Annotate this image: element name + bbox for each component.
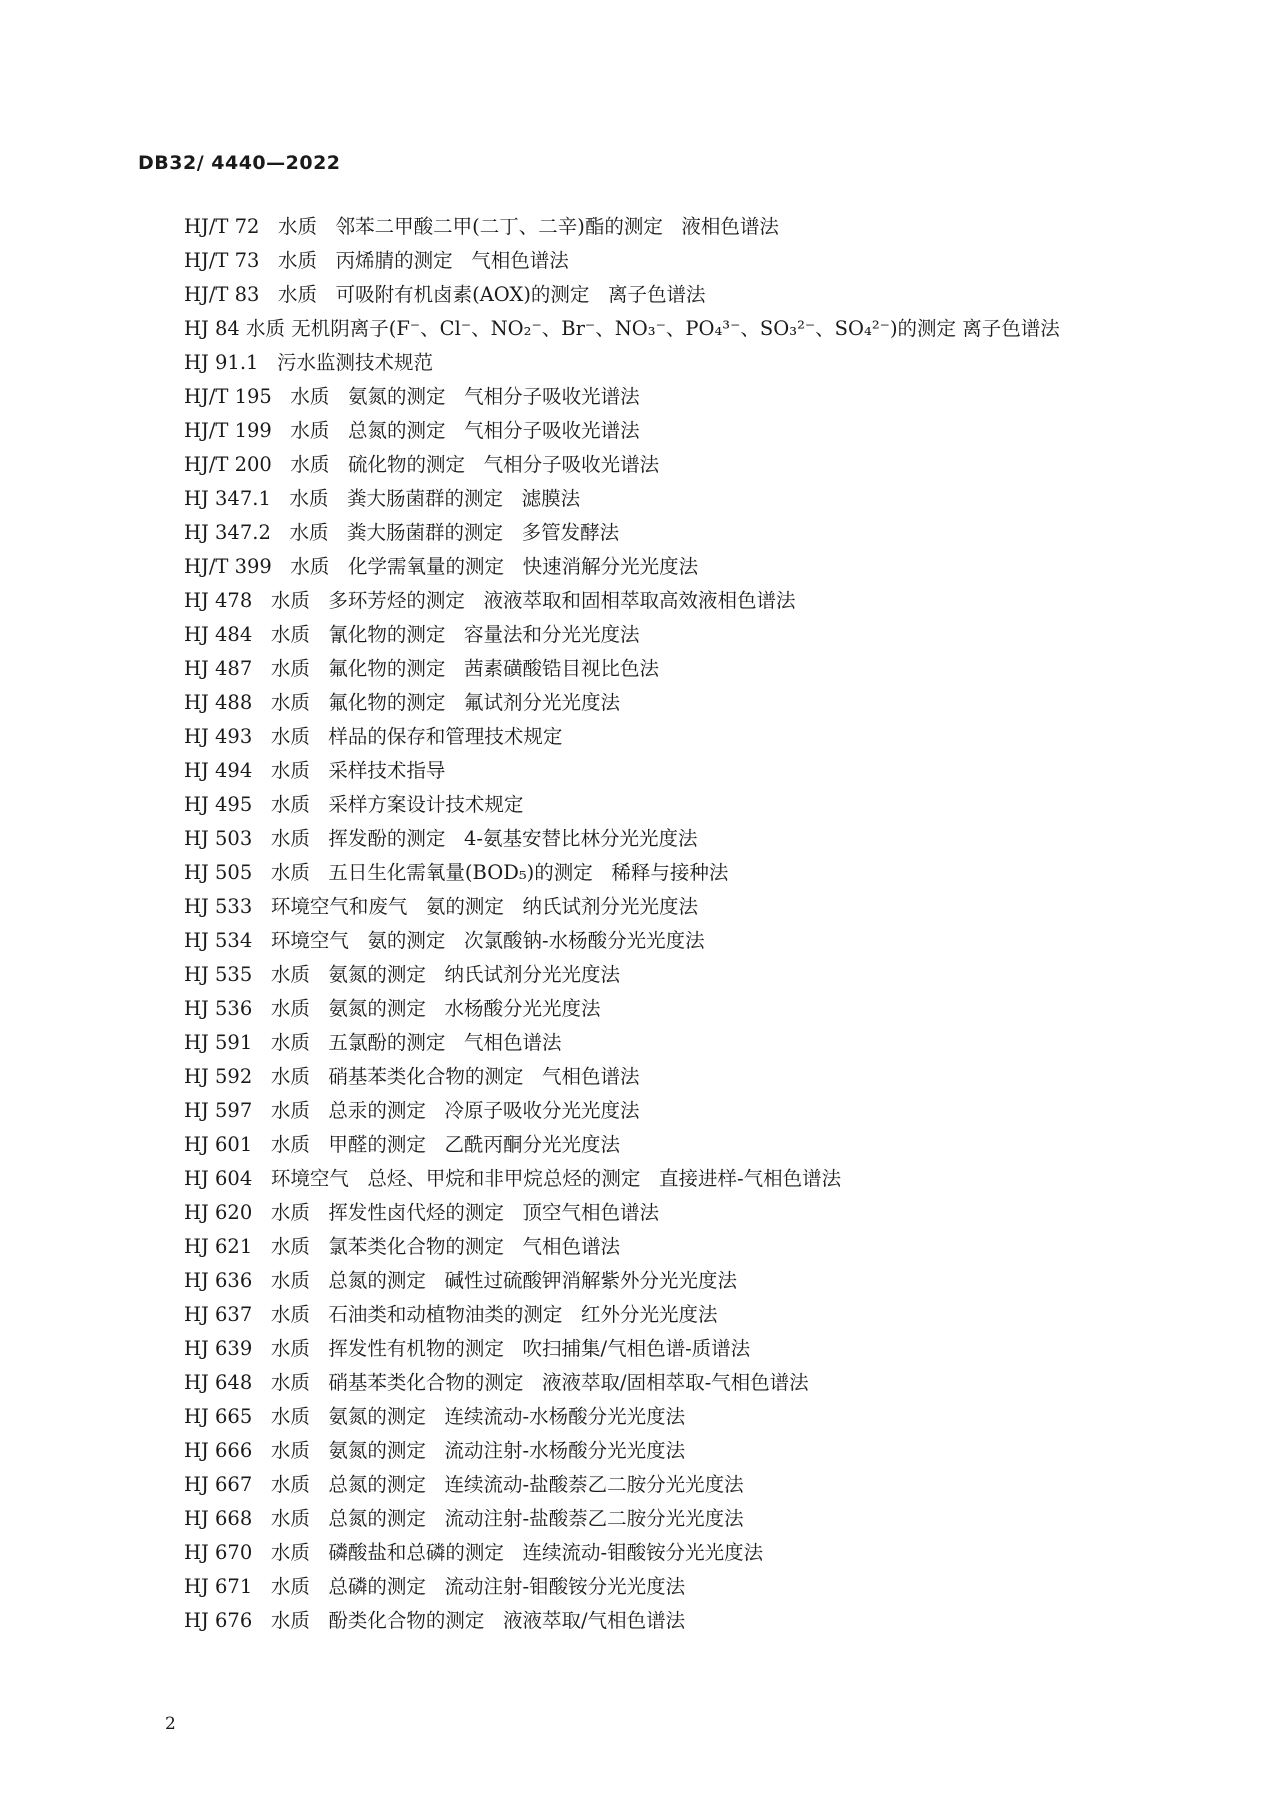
reference-item: HJ 535 水质 氨氮的测定 纳氏试剂分光光度法 (184, 963, 621, 986)
reference-item: HJ 591 水质 五氯酚的测定 气相色谱法 (184, 1031, 562, 1054)
reference-item: HJ 601 水质 甲醛的测定 乙酰丙酮分光光度法 (184, 1133, 621, 1156)
reference-item: HJ 639 水质 挥发性有机物的测定 吹扫捕集/气相色谱-质谱法 (184, 1337, 751, 1360)
reference-item: HJ 484 水质 氰化物的测定 容量法和分光光度法 (184, 623, 640, 646)
reference-item: HJ 620 水质 挥发性卤代烃的测定 顶空气相色谱法 (184, 1201, 660, 1224)
reference-item: HJ 91.1 污水监测技术规范 (184, 351, 434, 374)
reference-item: HJ/T 399 水质 化学需氧量的测定 快速消解分光光度法 (184, 555, 699, 578)
reference-item: HJ/T 83 水质 可吸附有机卤素(AOX)的测定 离子色谱法 (184, 283, 706, 306)
reference-item: HJ 536 水质 氨氮的测定 水杨酸分光光度法 (184, 997, 601, 1020)
reference-item: HJ 621 水质 氯苯类化合物的测定 气相色谱法 (184, 1235, 621, 1258)
reference-item: HJ 597 水质 总汞的测定 冷原子吸收分光光度法 (184, 1099, 640, 1122)
reference-item: HJ 478 水质 多环芳烃的测定 液液萃取和固相萃取高效液相色谱法 (184, 589, 796, 612)
reference-item: HJ 668 水质 总氮的测定 流动注射-盐酸萘乙二胺分光光度法 (184, 1507, 744, 1530)
reference-item: HJ 488 水质 氟化物的测定 氟试剂分光光度法 (184, 691, 621, 714)
reference-item: HJ/T 72 水质 邻苯二甲酸二甲(二丁、二辛)酯的测定 液相色谱法 (184, 215, 779, 238)
reference-item: HJ 494 水质 采样技术指导 (184, 759, 446, 782)
reference-item: HJ 636 水质 总氮的测定 碱性过硫酸钾消解紫外分光光度法 (184, 1269, 738, 1292)
reference-item: HJ 665 水质 氨氮的测定 连续流动-水杨酸分光光度法 (184, 1405, 686, 1428)
reference-item: HJ 670 水质 磷酸盐和总磷的测定 连续流动-钼酸铵分光光度法 (184, 1541, 764, 1564)
reference-item: HJ 667 水质 总氮的测定 连续流动-盐酸萘乙二胺分光光度法 (184, 1473, 744, 1496)
reference-item: HJ 534 环境空气 氨的测定 次氯酸钠-水杨酸分光光度法 (184, 929, 705, 952)
reference-item: HJ 533 环境空气和废气 氨的测定 纳氏试剂分光光度法 (184, 895, 699, 918)
reference-item: HJ 637 水质 石油类和动植物油类的测定 红外分光光度法 (184, 1303, 718, 1326)
reference-item: HJ 347.1 水质 粪大肠菌群的测定 滤膜法 (184, 487, 581, 510)
reference-item: HJ 487 水质 氟化物的测定 茜素磺酸锆目视比色法 (184, 657, 660, 680)
reference-item: HJ/T 73 水质 丙烯腈的测定 气相色谱法 (184, 249, 569, 272)
reference-item: HJ 648 水质 硝基苯类化合物的测定 液液萃取/固相萃取-气相色谱法 (184, 1371, 809, 1394)
reference-item: HJ 84 水质 无机阴离子(F⁻、Cl⁻、NO₂⁻、Br⁻、NO₃⁻、PO₄³⁻、SO₃²⁻、SO₄²⁻)的测定 离子色谱法 (184, 317, 1060, 340)
reference-item: HJ/T 195 水质 氨氮的测定 气相分子吸收光谱法 (184, 385, 640, 408)
reference-item: HJ 505 水质 五日生化需氧量(BOD₅)的测定 稀释与接种法 (184, 861, 729, 884)
reference-item: HJ/T 199 水质 总氮的测定 气相分子吸收光谱法 (184, 419, 640, 442)
reference-item: HJ 347.2 水质 粪大肠菌群的测定 多管发酵法 (184, 521, 620, 544)
reference-item: HJ 503 水质 挥发酚的测定 4-氨基安替比林分光光度法 (184, 827, 698, 850)
document-header: DB32/ 4440—2022 (138, 152, 341, 174)
reference-item: HJ 495 水质 采样方案设计技术规定 (184, 793, 524, 816)
reference-item: HJ/T 200 水质 硫化物的测定 气相分子吸收光谱法 (184, 453, 660, 476)
reference-item: HJ 592 水质 硝基苯类化合物的测定 气相色谱法 (184, 1065, 640, 1088)
page-number: 2 (165, 1714, 176, 1734)
reference-item: HJ 671 水质 总磷的测定 流动注射-钼酸铵分光光度法 (184, 1575, 686, 1598)
reference-item: HJ 676 水质 酚类化合物的测定 液液萃取/气相色谱法 (184, 1609, 686, 1632)
reference-list (138, 210, 1138, 1638)
reference-item: HJ 604 环境空气 总烃、甲烷和非甲烷总烃的测定 直接进样-气相色谱法 (184, 1167, 842, 1190)
reference-item: HJ 493 水质 样品的保存和管理技术规定 (184, 725, 563, 748)
reference-item: HJ 666 水质 氨氮的测定 流动注射-水杨酸分光光度法 (184, 1439, 686, 1462)
